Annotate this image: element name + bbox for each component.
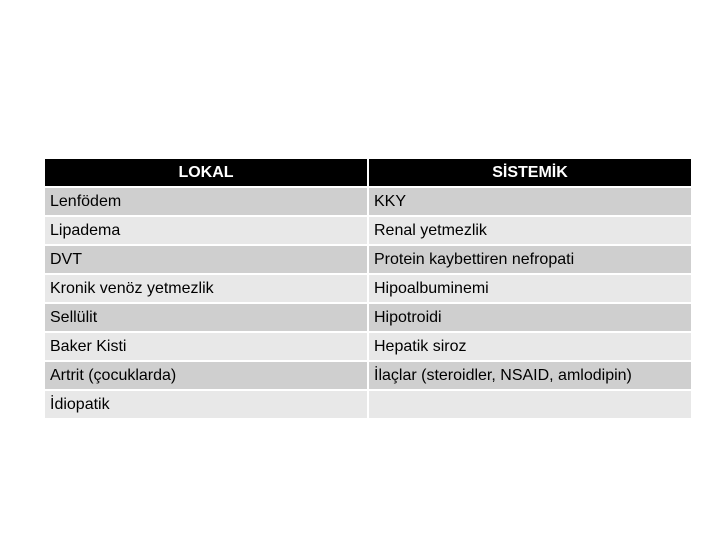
table-row [45,304,691,331]
table-cell-sistemik: Protein kaybettiren nefropati [369,246,691,273]
table-cell-lokal: Baker Kisti [45,333,367,360]
table-row [45,362,691,389]
table-cell-lokal: Lipadema [45,217,367,244]
table-row [45,188,691,215]
header-lokal: LOKAL [45,159,367,186]
table-cell-lokal: Kronik venöz yetmezlik [45,275,367,302]
table-cell-sistemik: İlaçlar (steroidler, NSAID, amlodipin) [369,362,691,389]
table-cell-lokal: Artrit (çocuklarda) [45,362,367,389]
table-row [45,246,691,273]
table-row [45,275,691,302]
table-cell-lokal: DVT [45,246,367,273]
header-sistemik: SİSTEMİK [369,159,691,186]
table-cell-sistemik: Renal yetmezlik [369,217,691,244]
table-cell-lokal: İdiopatik [45,391,367,418]
table-cell-sistemik: Hipoalbuminemi [369,275,691,302]
table-cell-lokal: Sellülit [45,304,367,331]
table-cell-sistemik: Hipotroidi [369,304,691,331]
table-header-row [45,159,691,186]
table-cell-sistemik: Hepatik siroz [369,333,691,360]
table-cell-sistemik: KKY [369,188,691,215]
cause-table [43,157,693,420]
table-row [45,217,691,244]
table-row [45,391,691,418]
table-cell-lokal: Lenfödem [45,188,367,215]
table-cell-sistemik [369,391,691,418]
table-row [45,333,691,360]
